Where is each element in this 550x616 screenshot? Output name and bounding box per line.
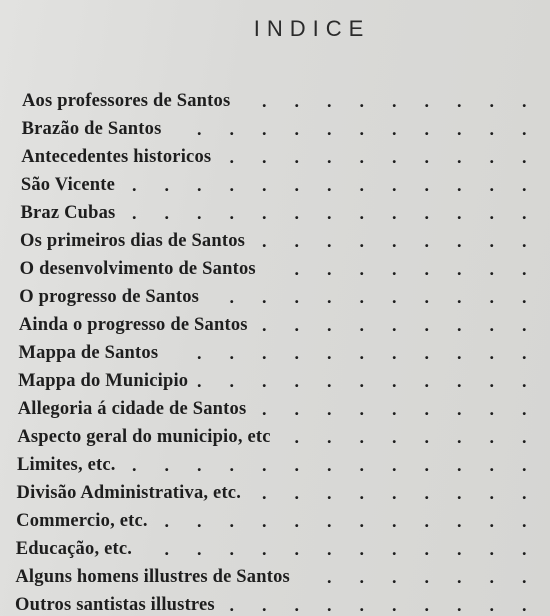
leader-dot: . [359, 315, 364, 335]
leader-dot: . [457, 567, 462, 587]
leader-dot: . [197, 455, 202, 475]
leader-dot: . [424, 91, 429, 111]
toc-item [0, 507, 550, 535]
leader-dot: . [359, 343, 364, 363]
leader-dot: . [489, 511, 494, 531]
leader-dot: . [327, 567, 332, 587]
toc-entry-label: Ainda o progresso de Santos [18, 315, 248, 335]
leader-dot: . [164, 511, 169, 531]
leader-dot: . [197, 371, 202, 391]
leader-dot: . [294, 455, 299, 475]
toc-item [0, 171, 550, 199]
leader-dot: . [392, 147, 397, 167]
leader-dot: . [327, 455, 332, 475]
leader-dot: . [262, 287, 267, 307]
leader-dot: . [522, 427, 527, 447]
leader-dot: . [489, 315, 494, 335]
leader-dot: . [522, 399, 527, 419]
toc-item [0, 339, 550, 367]
table-of-contents [0, 87, 550, 616]
leader-dot: . [262, 175, 267, 195]
leader-dot: . [294, 91, 299, 111]
leader-dot: . [164, 539, 169, 559]
leader-dot: . [132, 175, 137, 195]
leader-dot: . [392, 315, 397, 335]
leader-dot: . [294, 483, 299, 503]
leader-dot: . [522, 595, 527, 615]
toc-item [0, 563, 550, 591]
leader-dot: . [294, 511, 299, 531]
leader-dot: . [392, 343, 397, 363]
toc-item [0, 311, 550, 339]
leader-dot: . [457, 175, 462, 195]
leader-dot: . [522, 147, 527, 167]
leader-dot: . [229, 203, 234, 223]
leader-dot: . [359, 511, 364, 531]
leader-dot: . [424, 483, 429, 503]
toc-item [0, 115, 550, 143]
leader-dot: . [359, 567, 364, 587]
leader-dot: . [262, 91, 267, 111]
leader-dot: . [489, 595, 494, 615]
leader-dot: . [197, 203, 202, 223]
leader-dot: . [489, 231, 494, 251]
leader-dot: . [132, 455, 137, 475]
leader-dot: . [229, 287, 234, 307]
leader-dot: . [424, 119, 429, 139]
leader-dot: . [392, 231, 397, 251]
leader-dot: . [294, 343, 299, 363]
leader-dot: . [197, 539, 202, 559]
leader-dot: . [457, 287, 462, 307]
leader-dot: . [327, 343, 332, 363]
leader-dot: . [294, 147, 299, 167]
leader-dot: . [262, 315, 267, 335]
leader-dot: . [489, 287, 494, 307]
toc-item [0, 367, 550, 395]
leader-dot: . [457, 539, 462, 559]
leader-dot: . [522, 539, 527, 559]
toc-entry-label: Mappa do Municipio [18, 371, 189, 391]
leader-dot: . [359, 483, 364, 503]
leader-dot: . [489, 483, 494, 503]
leader-dot: . [424, 287, 429, 307]
leader-dot: . [229, 175, 234, 195]
leader-dot: . [392, 455, 397, 475]
leader-dot: . [229, 455, 234, 475]
leader-dot: . [489, 399, 494, 419]
leader-dot: . [392, 567, 397, 587]
leader-dot: . [229, 371, 234, 391]
leader-dot: . [392, 427, 397, 447]
leader-dot: . [262, 147, 267, 167]
leader-dot: . [392, 511, 397, 531]
toc-item [0, 283, 550, 311]
leader-dot: . [359, 119, 364, 139]
leader-dot: . [424, 315, 429, 335]
leader-dot: . [327, 427, 332, 447]
toc-item [0, 143, 550, 171]
toc-item [0, 255, 550, 283]
leader-dot: . [327, 315, 332, 335]
leader-dot: . [522, 175, 527, 195]
leader-dot: . [424, 595, 429, 615]
leader-dot: . [262, 511, 267, 531]
leader-dot: . [424, 203, 429, 223]
leader-dot: . [359, 203, 364, 223]
leader-dot: . [424, 147, 429, 167]
leader-dot: . [457, 371, 462, 391]
leader-dot: . [327, 91, 332, 111]
leader-dot: . [327, 539, 332, 559]
leader-dot: . [294, 231, 299, 251]
leader-dot: . [489, 427, 494, 447]
leader-dot: . [489, 539, 494, 559]
leader-dot: . [294, 539, 299, 559]
leader-dot: . [489, 147, 494, 167]
toc-entry-label: Educação, etc. [15, 539, 133, 559]
leader-dot: . [457, 483, 462, 503]
leader-dot: . [392, 483, 397, 503]
toc-item [0, 199, 550, 227]
leader-dot: . [359, 539, 364, 559]
leader-dot: . [522, 315, 527, 335]
leader-dot: . [359, 259, 364, 279]
toc-entry-label: São Vicente [20, 175, 116, 195]
leader-dot: . [164, 203, 169, 223]
leader-dot: . [392, 259, 397, 279]
toc-item [0, 87, 550, 115]
leader-dot: . [457, 231, 462, 251]
leader-dot: . [489, 259, 494, 279]
leader-dot: . [197, 343, 202, 363]
leader-dot: . [424, 511, 429, 531]
leader-dot: . [424, 539, 429, 559]
leader-dot: . [392, 203, 397, 223]
leader-dot: . [489, 371, 494, 391]
leader-dot: . [489, 567, 494, 587]
leader-dot: . [327, 147, 332, 167]
leader-dot: . [197, 119, 202, 139]
leader-dot: . [392, 399, 397, 419]
leader-dot: . [327, 203, 332, 223]
leader-dot: . [424, 343, 429, 363]
leader-dot: . [424, 567, 429, 587]
leader-dot: . [359, 175, 364, 195]
leader-dot: . [522, 343, 527, 363]
leader-dot: . [392, 287, 397, 307]
toc-item [0, 535, 550, 563]
leader-dot: . [262, 371, 267, 391]
leader-dot: . [457, 91, 462, 111]
toc-entry-label: Braz Cubas [20, 203, 116, 223]
toc-entry-label: Limites, etc. [16, 455, 116, 475]
leader-dot: . [522, 567, 527, 587]
leader-dot: . [294, 287, 299, 307]
leader-dot: . [294, 259, 299, 279]
leader-dot: . [262, 203, 267, 223]
toc-item [0, 227, 550, 255]
leader-dot: . [262, 231, 267, 251]
leader-dot: . [457, 203, 462, 223]
leader-dot: . [457, 595, 462, 615]
leader-dot: . [294, 399, 299, 419]
leader-dot: . [392, 119, 397, 139]
leader-dot: . [359, 147, 364, 167]
leader-dot: . [294, 175, 299, 195]
leader-dot: . [327, 175, 332, 195]
leader-dot: . [457, 455, 462, 475]
toc-entry-label: Aos professores de Santos [22, 91, 231, 111]
leader-dot: . [294, 595, 299, 615]
leader-dot: . [229, 119, 234, 139]
leader-dot: . [359, 231, 364, 251]
leader-dot: . [457, 315, 462, 335]
toc-entry-label: Allegoria á cidade de Santos [17, 399, 247, 419]
leader-dot: . [262, 455, 267, 475]
toc-entry-label: Commercio, etc. [16, 511, 148, 531]
leader-dot: . [522, 455, 527, 475]
leader-dot: . [262, 343, 267, 363]
leader-dot: . [327, 259, 332, 279]
leader-dot: . [522, 287, 527, 307]
leader-dot: . [489, 175, 494, 195]
leader-dot: . [457, 119, 462, 139]
leader-dot: . [262, 595, 267, 615]
leader-dot: . [359, 427, 364, 447]
leader-dot: . [359, 399, 364, 419]
leader-dot: . [229, 511, 234, 531]
leader-dot: . [424, 175, 429, 195]
toc-item [0, 395, 550, 423]
toc-entry-label: O desenvolvimento de Santos [19, 259, 256, 279]
leader-dot: . [457, 343, 462, 363]
leader-dot: . [424, 371, 429, 391]
leader-dot: . [522, 483, 527, 503]
toc-item [0, 479, 550, 507]
leader-dot: . [522, 371, 527, 391]
leader-dot: . [424, 427, 429, 447]
leader-dot: . [294, 427, 299, 447]
leader-dot: . [424, 455, 429, 475]
leader-dot: . [294, 315, 299, 335]
leader-dot: . [489, 203, 494, 223]
leader-dot: . [392, 91, 397, 111]
leader-dot: . [294, 371, 299, 391]
leader-dot: . [294, 203, 299, 223]
toc-entry-label: Antecedentes historicos [21, 147, 212, 167]
leader-dot: . [522, 231, 527, 251]
toc-entry-label: Brazão de Santos [21, 119, 162, 139]
toc-entry-label: O progresso de Santos [19, 287, 200, 307]
leader-dot: . [262, 399, 267, 419]
leader-dot: . [294, 119, 299, 139]
toc-entry-label: Outros santistas illustres [15, 595, 215, 615]
leader-dot: . [457, 259, 462, 279]
leader-dot: . [457, 147, 462, 167]
leader-dot: . [522, 91, 527, 111]
leader-dot: . [489, 343, 494, 363]
toc-entry-label: Aspecto geral do municipio, etc [17, 427, 271, 447]
leader-dot: . [522, 119, 527, 139]
leader-dot: . [197, 175, 202, 195]
leader-dot: . [327, 371, 332, 391]
leader-dot: . [522, 259, 527, 279]
leader-dot: . [327, 287, 332, 307]
leader-dot: . [359, 455, 364, 475]
leader-dot: . [327, 399, 332, 419]
leader-dot: . [457, 511, 462, 531]
leader-dot: . [262, 119, 267, 139]
leader-dot: . [489, 91, 494, 111]
toc-entry-label: Mappa de Santos [18, 343, 159, 363]
leader-dot: . [457, 399, 462, 419]
leader-dot: . [522, 203, 527, 223]
leader-dot: . [392, 595, 397, 615]
toc-entry-label: Os primeiros dias de Santos [20, 231, 246, 251]
toc-entry-label: Divisão Administrativa, etc. [16, 483, 242, 503]
leader-dot: . [327, 483, 332, 503]
leader-dot: . [424, 231, 429, 251]
leader-dot: . [359, 91, 364, 111]
leader-dot: . [392, 371, 397, 391]
leader-dot: . [392, 539, 397, 559]
leader-dot: . [229, 595, 234, 615]
toc-item [0, 423, 550, 451]
leader-dot: . [522, 511, 527, 531]
leader-dot: . [359, 371, 364, 391]
toc-item [0, 591, 550, 616]
leader-dot: . [392, 175, 397, 195]
leader-dot: . [197, 511, 202, 531]
leader-dot: . [132, 203, 137, 223]
leader-dot: . [359, 595, 364, 615]
leader-dot: . [327, 231, 332, 251]
leader-dot: . [424, 399, 429, 419]
leader-dot: . [424, 259, 429, 279]
toc-item [0, 451, 550, 479]
leader-dot: . [262, 539, 267, 559]
leader-dot: . [489, 119, 494, 139]
leader-dot: . [262, 483, 267, 503]
page-title: INDICE [253, 16, 371, 41]
leader-dot: . [327, 595, 332, 615]
leader-dot: . [359, 287, 364, 307]
leader-dot: . [327, 119, 332, 139]
leader-dot: . [164, 455, 169, 475]
leader-dot: . [229, 343, 234, 363]
leader-dot: . [164, 175, 169, 195]
toc-entry-label: Alguns homens illustres de Santos [15, 567, 290, 587]
leader-dot: . [327, 511, 332, 531]
leader-dot: . [229, 147, 234, 167]
leader-dot: . [229, 539, 234, 559]
leader-dot: . [457, 427, 462, 447]
leader-dot: . [489, 455, 494, 475]
